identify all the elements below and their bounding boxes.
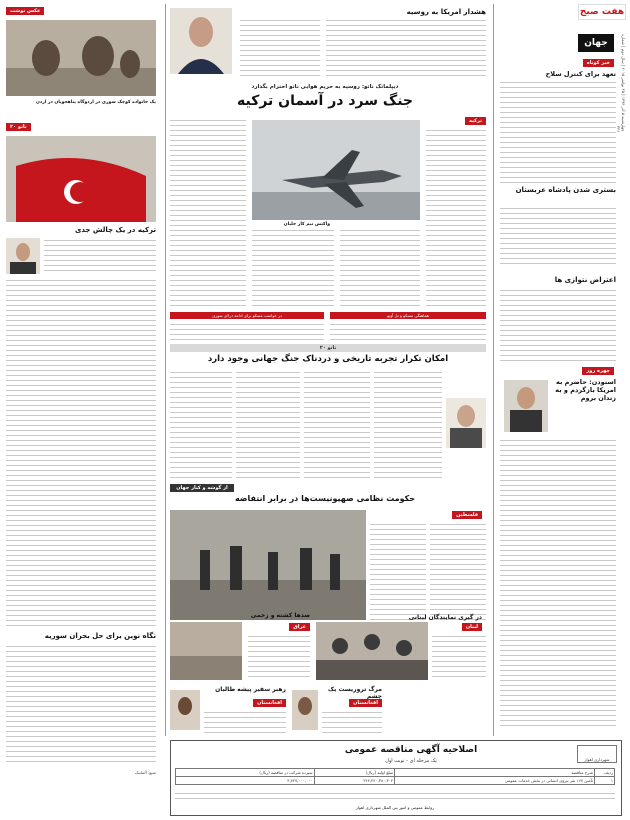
turkey-tag: ترکیه (465, 118, 486, 124)
section-title: جهان (578, 34, 614, 52)
signature: منبع: آلمانیک (134, 770, 156, 775)
ad-text (175, 791, 615, 803)
right-text-2 (500, 206, 616, 268)
right-text-4 (500, 438, 616, 730)
right-headline-1: تعهد برای کنترل سلاح (545, 70, 616, 78)
expert-photo (446, 398, 486, 448)
afghan-tag: افغانستان (349, 700, 382, 706)
ad-table-header: ردیف شرح مناقصه مبلغ اولیه (ریال) سپرده شرکت در مناقصه (ریال) (176, 769, 615, 777)
soldiers-photo (170, 510, 366, 620)
right-text-3 (500, 288, 616, 364)
zion-text-1 (430, 522, 486, 620)
ad-subtitle: یک مرحله ای - نوبت اول (385, 758, 437, 764)
lebanon-photo (316, 622, 428, 680)
mid-headline: امکان تکرار تجربه تاریخی و دردناک جنگ جهانی وجود دارد (207, 354, 449, 364)
afghan-photo-1 (292, 690, 318, 730)
world-box-label: از گوشه و کنار جهان (170, 484, 234, 492)
zion-text-2 (370, 522, 426, 620)
top-text-a (326, 18, 486, 80)
iraq-text (248, 634, 310, 680)
refugee-photo (6, 20, 156, 96)
jet-caption: واکنش نیم کار خلبان (283, 222, 330, 227)
photo-tag: عکس نوشت (6, 8, 44, 14)
ahvaz-logo: شهرداری اهواز (577, 745, 617, 763)
main-text-mid-2 (252, 228, 334, 308)
iraq-headline: صدها کشته و زخمی (250, 612, 310, 619)
zion-headline: حکومت نظامی صهیونیست‌ها در برابر انتفاضه (234, 494, 416, 503)
afghan-headline-2: رهبر سفیر پیشه طالبان (215, 686, 286, 693)
jet-photo (252, 120, 420, 220)
lebanon-tag: لبنان (462, 624, 482, 630)
right-headline-2: بستری شدن پادشاه عربستان (515, 186, 616, 194)
afghan-text-2 (204, 710, 286, 736)
mid-text-3 (236, 370, 300, 478)
nato-bar: ناتو ۲۰ (170, 344, 486, 352)
right-headline-4: اسنودن: حاضرم به امریکا بازگردم و به زندان بروم (555, 378, 616, 402)
snowden-photo (504, 380, 548, 432)
nato-tag-left: ناتو ۲۰ (6, 124, 31, 130)
quote-stripe-1: هماهنگی مسکو و تل آویو (330, 312, 486, 319)
lebanon-headline: در گیری نمایندگان لبنانی (408, 614, 482, 621)
main-text-mid-1 (340, 228, 420, 308)
left-mid-headline: ترکیه در یک چالش جدی (74, 226, 156, 234)
left-text-3 (6, 644, 156, 764)
right-col-rule (493, 4, 494, 736)
ad-footer: روابط عمومی و امور بین الملل شهرداری اهواز (355, 805, 435, 810)
iraq-tag: عراق (289, 624, 310, 630)
analyst-photo (6, 238, 40, 274)
main-headline: جنگ سرد در آسمان ترکیه (236, 93, 413, 109)
strip-text-1 (330, 322, 486, 342)
afghan-text-1 (322, 710, 382, 736)
mid-text-1 (374, 370, 442, 478)
afghan-tag-2: افغانستان (253, 700, 286, 706)
ad-table-row: ۱ تأمین ۱۶۷ نفر نیروی انسانی در بخش خدمات عمومی ۳۶۴,۴۲۰,۳۸۰,۳۰۴ ۳,۷۲۷,۰۰۰,۰۰۰ (176, 777, 615, 785)
iraq-photo (170, 622, 242, 680)
logo: هفت صبح (578, 4, 626, 20)
news-tag: خبر کوتاه (583, 60, 614, 66)
top-headline: هشدار امریکا به روسیه (406, 8, 486, 16)
main-left-rule (165, 4, 166, 736)
kicker: دیپلماتک ناتو: روسیه به حریم هوایی ناتو احترام بگذارد (251, 84, 399, 90)
mid-text-4 (170, 370, 232, 478)
ad-title: اصلاحیه آگهی مناقصه عمومی (344, 745, 478, 755)
strip-text-2 (170, 322, 324, 342)
quote-stripe-2: در خواست مسکو برای ادامه درلای سوری (170, 312, 324, 319)
main-text-left (170, 118, 246, 310)
afghan-headline: مرگ تروریست یک چشم (327, 686, 382, 700)
main-text-right (426, 128, 486, 308)
ad-table (175, 768, 615, 785)
persona-tag: چهره روز (582, 368, 614, 374)
left-text-2 (6, 278, 156, 628)
mid-text-2 (304, 370, 370, 478)
afghan-photo-2 (170, 690, 200, 730)
left-bottom-headline: نگاه نوین برای حل بحران سوریه (44, 632, 156, 640)
date-line: چهارشنبه ۵ آذر ۱۳۹۴ | ۲۵ نوامبر ۲۰۱۵ | سال دوم | شماره ۳۴۶ (616, 34, 626, 132)
palestine-tag: فلسطین (452, 512, 482, 518)
masthead (578, 4, 626, 30)
tender-ad (170, 740, 622, 816)
kerry-photo (170, 8, 232, 74)
right-headline-3: اعتراض نتوازی ها (554, 276, 616, 284)
top-text-b (240, 18, 320, 80)
flag-photo (6, 136, 156, 222)
right-text-1 (500, 80, 616, 184)
refugee-caption: یک خانواده کوچک سوری در اردوگاه پناهجویان در اردن (36, 100, 156, 105)
left-text-1 (44, 238, 156, 274)
lebanon-text (432, 634, 486, 680)
